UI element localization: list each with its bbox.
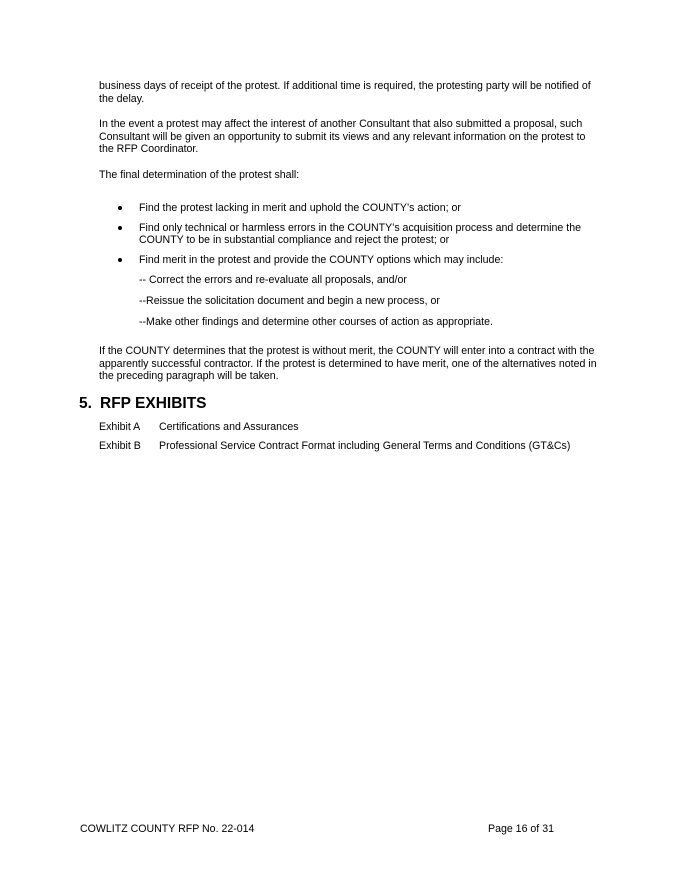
bullet-icon [118, 226, 122, 230]
exhibit-row-a [99, 421, 619, 434]
paragraph-final-determination: The final determination of the protest shall: [99, 169, 300, 181]
section-title: RFP EXHIBITS [100, 395, 207, 412]
list-item [118, 254, 600, 328]
exhibit-label: Exhibit B [99, 440, 141, 452]
sub-option-reissue: --Reissue the solicitation document and begin a new process, or [139, 294, 440, 307]
sub-option-correct-errors: -- Correct the errors and re-evaluate all proposals, and/or [139, 274, 407, 287]
section-number: 5. [79, 395, 92, 412]
footer-rfp-number: COWLITZ COUNTY RFP No. 22-014 [80, 823, 255, 835]
list-item [118, 222, 600, 247]
bullet-icon [118, 206, 122, 210]
section-heading [79, 395, 207, 413]
footer-page-number: Page 16 of 31 [488, 823, 554, 835]
exhibit-description: Certifications and Assurances [159, 421, 299, 433]
sub-option-other-findings: --Make other findings and determine other courses of action as appropriate. [139, 315, 493, 328]
paragraph-no-merit: If the COUNTY determines that the protest is without merit, the COUNTY will enter into a contract with the apparently successful contractor. If the protest is determined to have merit, one of the alternatives noted in the preceding paragraph will be taken. [99, 345, 597, 383]
determination-options-list [118, 202, 600, 335]
paragraph-protest-response-time: business days of receipt of the protest. If additional time is required, the protesting party will be notified of the delay. [99, 80, 591, 105]
paragraph-other-consultant: In the event a protest may affect the interest of another Consultant that also submitted a proposal, such Consultant will be given an opportunity to submit its views and any relevant information on the protest to the RFP Coordinator. [99, 118, 586, 156]
exhibit-label: Exhibit A [99, 421, 141, 433]
bullet-icon [118, 258, 122, 262]
bullet-text: Find the protest lacking in merit and uphold the COUNTY’s action; or [139, 202, 461, 214]
bullet-text: Find only technical or harmless errors in the COUNTY’s acquisition process and determine the COUNTY to be in substantial compliance and reject the protest; or [139, 221, 581, 247]
exhibit-row-b [99, 440, 619, 453]
list-item [118, 202, 600, 215]
exhibit-description: Professional Service Contract Format including General Terms and Conditions (GT&Cs) [159, 440, 571, 452]
bullet-text: Find merit in the protest and provide the COUNTY options which may include: [139, 253, 504, 266]
